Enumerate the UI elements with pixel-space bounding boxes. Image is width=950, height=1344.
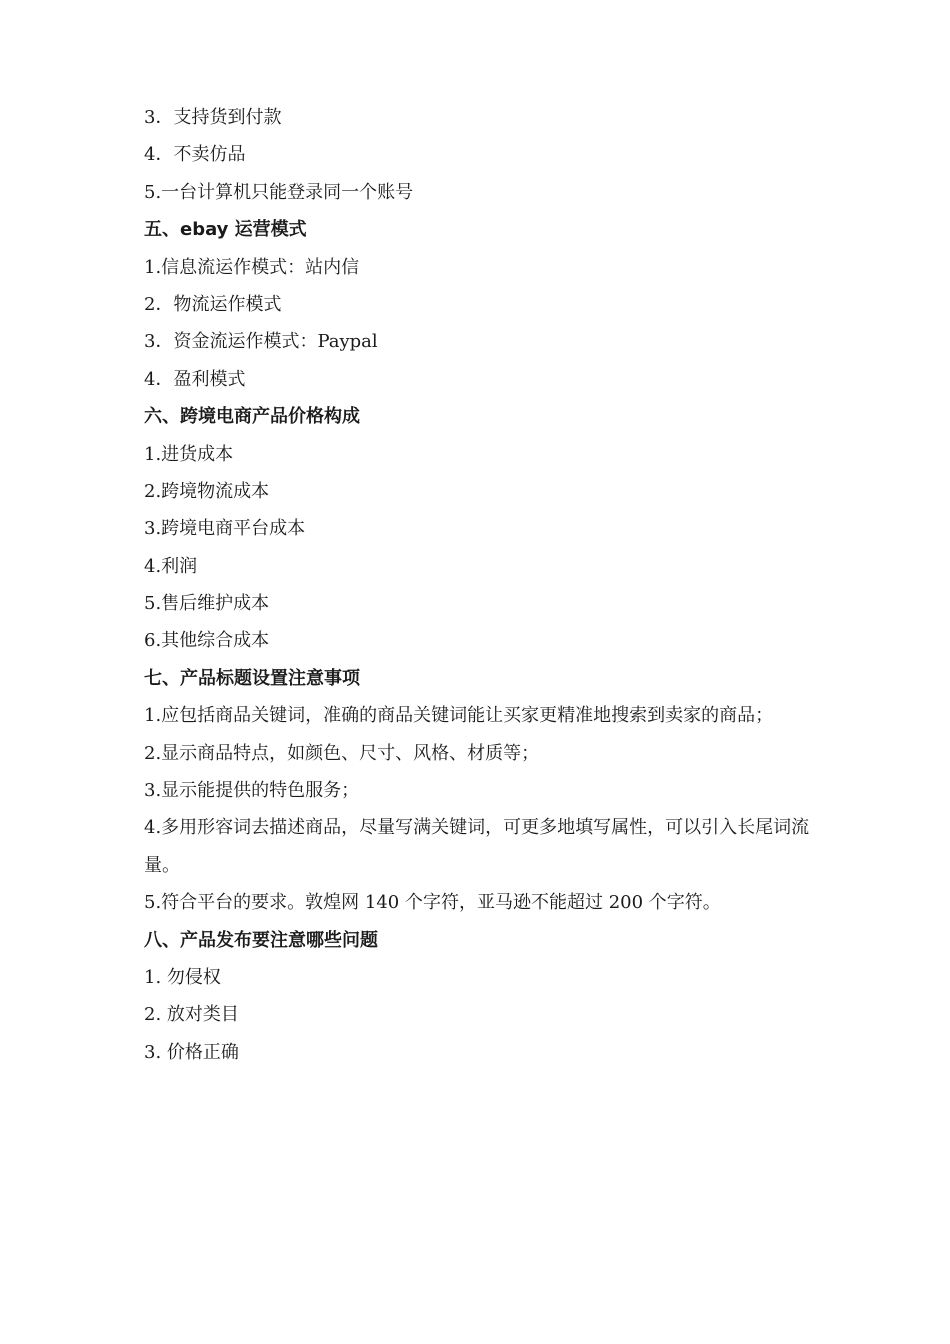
section-heading: 七、产品标题设置注意事项 [144, 667, 360, 689]
list-item: 5.售后维护成本 [144, 593, 270, 615]
section-heading: 五、ebay 运营模式 [144, 219, 307, 241]
list-item: 1.进货成本 [144, 443, 234, 465]
list-item: 4.利润 [144, 555, 198, 577]
list-item: 5.一台计算机只能登录同一个账号 [144, 181, 414, 203]
section-heading: 六、跨境电商产品价格构成 [144, 406, 360, 428]
list-item: 3.跨境电商平台成本 [144, 518, 306, 540]
list-item: 3.显示能提供的特色服务； [144, 780, 360, 802]
list-item: 3．资金流运作模式：Paypal [144, 331, 378, 353]
list-item: 2.显示商品特点，如颜色、尺寸、风格、材质等； [144, 742, 540, 764]
list-item: 2．物流运作模式 [144, 293, 282, 315]
list-item: 4．盈利模式 [144, 368, 246, 390]
list-item: 1.应包括商品关键词，准确的商品关键词能让买家更精准地搜索到卖家的商品； [144, 705, 774, 727]
section-heading: 八、产品发布要注意哪些问题 [144, 929, 378, 951]
list-item: 1. 勿侵权 [144, 967, 221, 989]
list-item: 5.符合平台的要求。敦煌网 140 个字符，亚马逊不能超过 200 个字符。 [144, 892, 721, 914]
list-item: 6.其他综合成本 [144, 630, 270, 652]
list-item: 2. 放对类目 [144, 1004, 239, 1026]
list-item: 3. 价格正确 [144, 1041, 239, 1063]
list-item: 1.信息流运作模式：站内信 [144, 256, 360, 278]
list-item: 4.多用形容词去描述商品，尽量写满关键词，可更多地填写属性，可以引入长尾词流量。 [144, 817, 810, 876]
document-body [144, 99, 824, 1071]
list-item: 2.跨境物流成本 [144, 480, 270, 502]
list-item: 4．不卖仿品 [144, 144, 246, 166]
list-item: 3．支持货到付款 [144, 107, 282, 128]
